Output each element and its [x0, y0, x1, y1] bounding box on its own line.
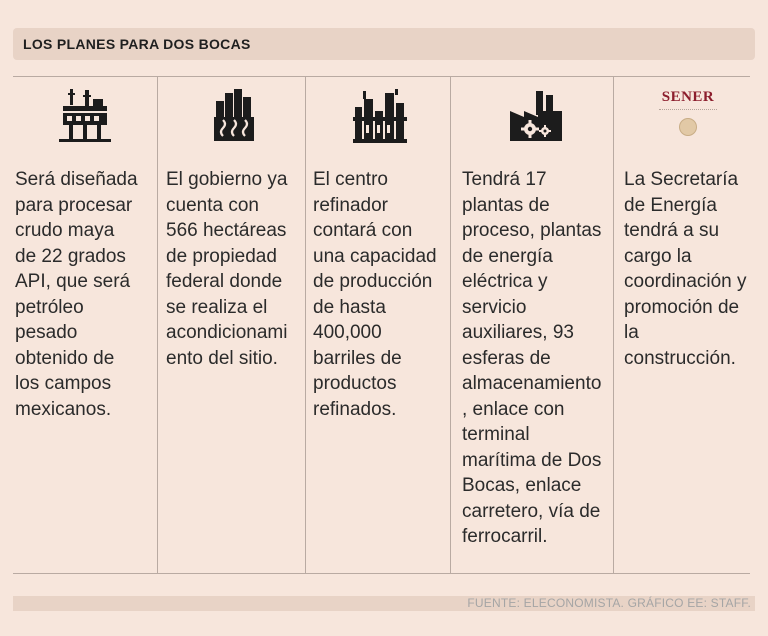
page-title: LOS PLANES PARA DOS BOCAS	[23, 36, 251, 52]
plant-gears-icon	[506, 87, 566, 145]
column-4-text: Tendrá 17 plantas de proceso, plantas de energía eléctrica y servicio auxiliares, 93 esferas de almacenamiento , enlace con terminal marítima de Dos Bocas, enlace carretero, vía de ferrocarril.	[462, 169, 602, 547]
sener-logo	[659, 89, 717, 136]
column-4	[460, 77, 612, 573]
column-divider	[613, 77, 614, 573]
column-5	[622, 77, 754, 573]
bottom-divider	[13, 573, 750, 574]
column-2	[164, 77, 304, 573]
factory-heat-icon	[210, 87, 258, 145]
footer-bar	[13, 596, 755, 611]
column-1	[13, 77, 157, 573]
sener-logo-text: SENER	[661, 89, 715, 105]
refinery-icon	[351, 87, 409, 145]
column-2-text: El gobierno ya cuenta con 566 hectáreas de propiedad federal donde se realiza el acondicionami ento del sitio.	[166, 169, 288, 369]
source-credit: FUENTE: ELECONOMISTA. GRÁFICO EE: STAFF.	[467, 596, 751, 610]
column-5-text: La Secretaría de Energía tendrá a su cargo la coordinación y promoción de la construcción.	[624, 169, 747, 369]
column-divider	[450, 77, 451, 573]
column-3-text: El centro refinador contará con una capacidad de producción de hasta 400,000 barriles de productos refinados.	[313, 169, 437, 420]
column-3	[311, 77, 449, 573]
offshore-platform-icon	[57, 87, 113, 145]
column-divider	[157, 77, 158, 573]
seal-icon	[679, 118, 697, 136]
column-divider	[305, 77, 306, 573]
column-1-text: Será diseñada para procesar crudo maya de 22 grados API, que será petróleo pesado obtenido de los campos mexicanos.	[15, 169, 138, 420]
sener-logo-subtitle	[659, 109, 717, 112]
header-bar	[13, 28, 755, 60]
